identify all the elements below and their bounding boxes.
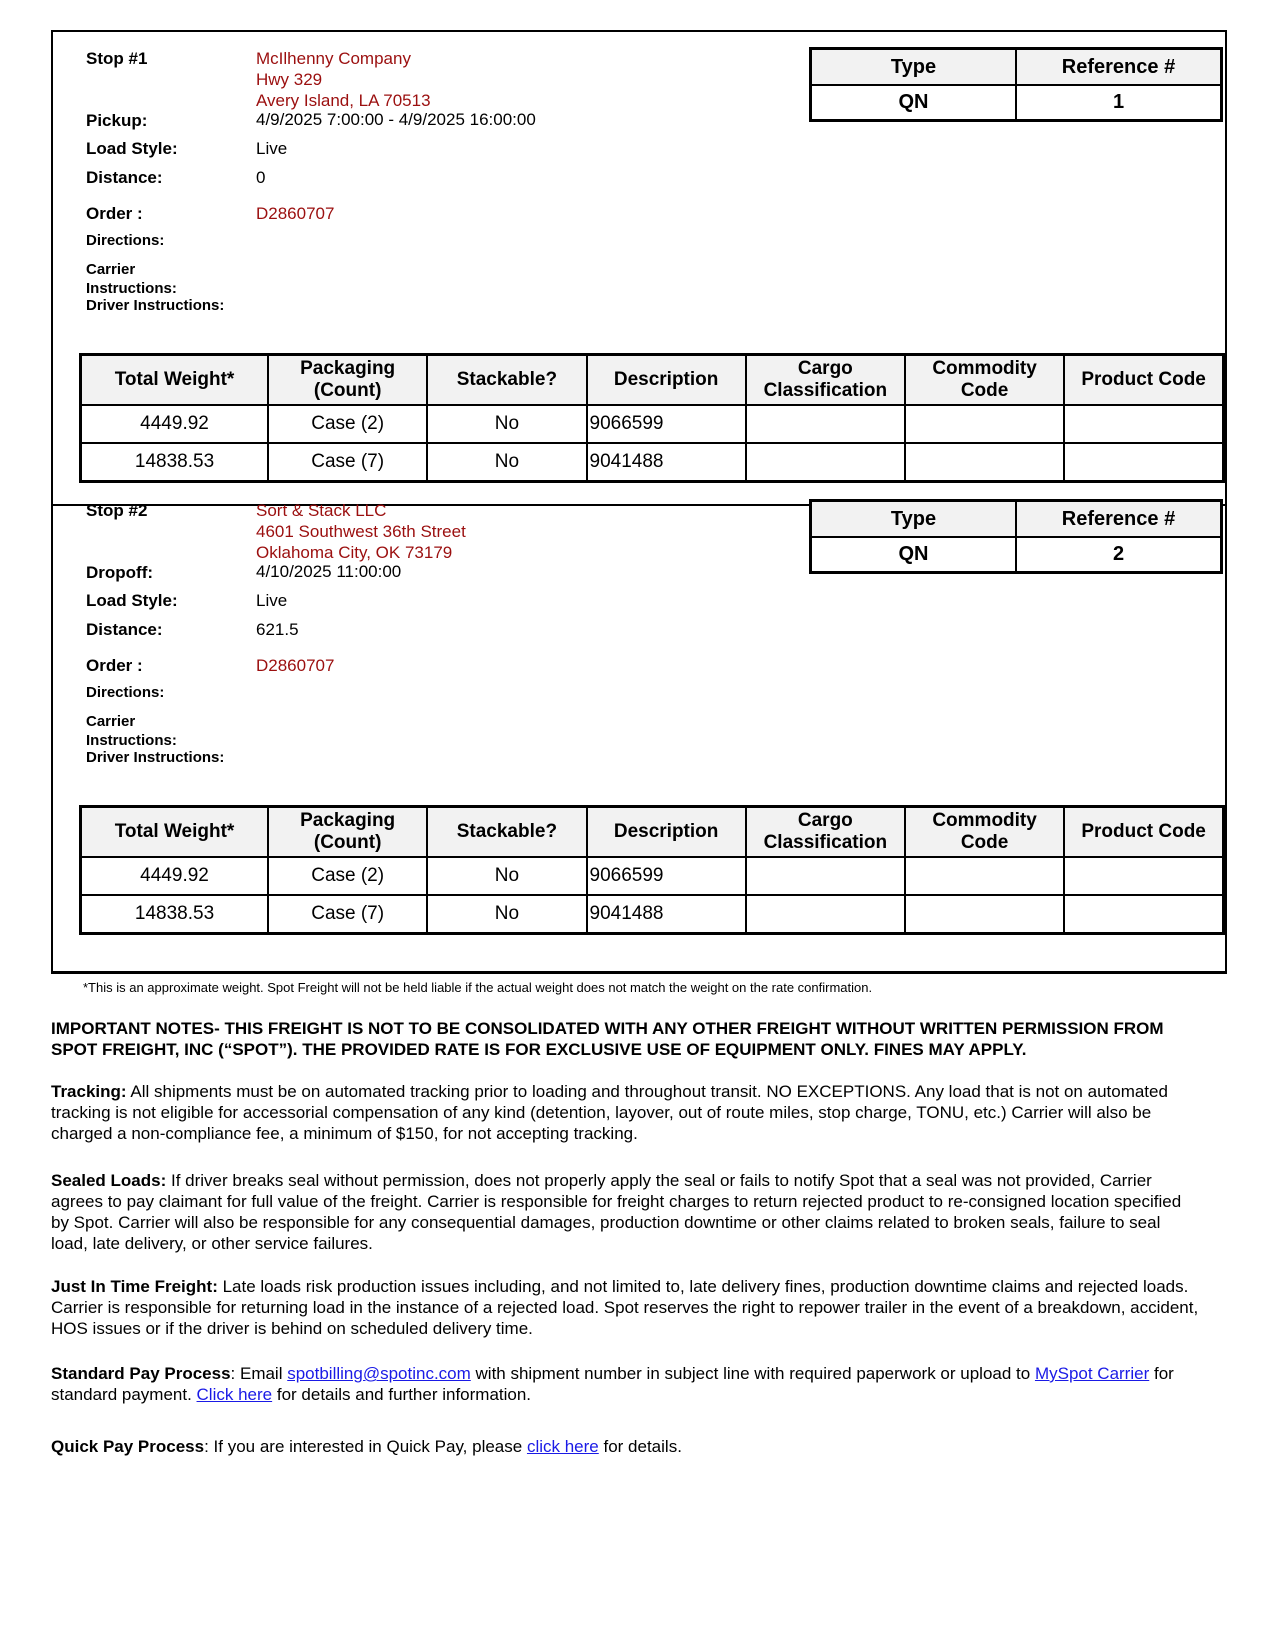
standard-pay-label: Standard Pay Process xyxy=(51,1364,231,1383)
sealed-label: Sealed Loads: xyxy=(51,1171,167,1190)
directions-label: Directions: xyxy=(86,232,165,249)
cargo-header: Product Code xyxy=(1064,807,1223,858)
jit-text: Late loads risk production issues including, and not limited to, late delivery fines, production downtime claims and rejected loads. Carrier is responsible for returning load in the instance of a rejected load. Spot reserves the right to repower trailer in the event of a breakdown, accident, HOS issues or if the driver is behind on scheduled delivery time. xyxy=(51,1277,1199,1338)
packaging-cell: Case (7) xyxy=(268,895,427,934)
standard-pay-text: for standard payment. xyxy=(51,1364,1174,1404)
type-value: QN xyxy=(811,537,1017,573)
stop-number: Stop #1 xyxy=(86,49,148,68)
address-line-2: Avery Island, LA 70513 xyxy=(256,91,431,110)
standard-pay-text: : Email xyxy=(230,1364,288,1383)
table-row xyxy=(81,405,1224,443)
weight-cell: 4449.92 xyxy=(81,405,269,443)
address-line-1: Hwy 329 xyxy=(256,70,323,89)
tracking-text: All shipments must be on automated tracking prior to loading and throughout transit. NO EXCEPTIONS. Any load that is not on automated tracking is not eligible for accessorial compensation of any kind (detention, layover, out of route miles, stop charge, TONU, etc.) Carrier will also be charged a non-compliance fee, a minimum of $150, for not accepting tracking. xyxy=(51,1082,1168,1143)
carrier-label-line-2: Instructions: xyxy=(86,280,177,297)
cargo-header: Total Weight* xyxy=(81,807,269,858)
reference-table xyxy=(809,47,1223,122)
standard-pay-text: with shipment number in subject line with required paperwork or upload to xyxy=(470,1364,1035,1383)
order-label: Order : xyxy=(86,204,143,223)
cargo-header: Stackable? xyxy=(427,355,586,406)
reference-table xyxy=(809,499,1223,574)
myspot-carrier-link[interactable]: MySpot Carrier xyxy=(1034,1364,1150,1383)
load-style-value: Live xyxy=(256,139,288,158)
cargo-header: Product Code xyxy=(1064,355,1223,406)
cargo-header-row xyxy=(81,807,1224,858)
standard-pay-paragraph xyxy=(51,1363,1201,1405)
weight-footnote: *This is an approximate weight. Spot Freight will not be held liable if the actual weight does not match the weight on the rate confirmation. xyxy=(83,980,873,995)
standard-pay-text: for details and further information. xyxy=(272,1385,532,1404)
jit-label: Just In Time Freight: xyxy=(51,1277,218,1296)
classification-cell xyxy=(746,405,905,443)
driver-instructions-label: Driver Instructions: xyxy=(86,297,225,314)
load-style-label: Load Style: xyxy=(86,139,178,158)
cargo-header: Description xyxy=(587,807,746,858)
packaging-cell: Case (2) xyxy=(268,857,427,895)
type-value: QN xyxy=(811,85,1017,121)
stop-address xyxy=(256,500,466,563)
commodity-cell xyxy=(905,405,1064,443)
weight-cell: 14838.53 xyxy=(81,895,269,934)
packaging-cell: Case (2) xyxy=(268,405,427,443)
distance-label: Distance: xyxy=(86,168,163,187)
jit-freight-paragraph xyxy=(51,1276,1201,1339)
commodity-cell xyxy=(905,857,1064,895)
distance-value: 621.5 xyxy=(256,620,299,639)
stackable-cell: No xyxy=(427,405,586,443)
quick-pay-paragraph xyxy=(51,1436,1201,1457)
quick-pay-text: for details. xyxy=(598,1437,682,1456)
company-name: Sort & Stack LLC xyxy=(256,501,387,520)
reference-header: Reference # xyxy=(1016,501,1222,538)
commodity-cell xyxy=(905,895,1064,934)
time-label: Pickup: xyxy=(86,111,148,130)
load-style-value: Live xyxy=(256,591,288,610)
product-code-cell xyxy=(1064,443,1223,482)
sealed-loads-paragraph xyxy=(51,1170,1201,1254)
description-cell: 9066599 xyxy=(587,405,746,443)
stackable-cell: No xyxy=(427,443,586,482)
billing-email-link[interactable]: spotbilling@spotinc.com xyxy=(287,1364,471,1383)
cargo-header-row xyxy=(81,355,1224,406)
standard-pay-click-here-link[interactable]: Click here xyxy=(196,1385,273,1404)
cargo-header: Packaging (Count) xyxy=(268,355,427,406)
table-row xyxy=(81,895,1224,934)
time-value: 4/10/2025 11:00:00 xyxy=(256,562,402,581)
type-header: Type xyxy=(811,501,1017,538)
cargo-header: Commodity Code xyxy=(905,355,1064,406)
time-label: Dropoff: xyxy=(86,563,154,582)
product-code-cell xyxy=(1064,405,1223,443)
product-code-cell xyxy=(1064,895,1223,934)
load-style-label: Load Style: xyxy=(86,591,178,610)
cargo-header: Stackable? xyxy=(427,807,586,858)
packaging-cell: Case (7) xyxy=(268,443,427,482)
table-row xyxy=(81,443,1224,482)
cargo-header: Cargo Classification xyxy=(746,355,905,406)
quick-pay-label: Quick Pay Process xyxy=(51,1437,205,1456)
description-cell: 9066599 xyxy=(587,857,746,895)
type-header: Type xyxy=(811,49,1017,86)
carrier-label-line-2: Instructions: xyxy=(86,732,177,749)
driver-instructions-label: Driver Instructions: xyxy=(86,749,225,766)
order-value: D2860707 xyxy=(256,656,335,675)
reference-header: Reference # xyxy=(1016,49,1222,86)
order-value: D2860707 xyxy=(256,204,335,223)
weight-cell: 14838.53 xyxy=(81,443,269,482)
classification-cell xyxy=(746,895,905,934)
address-line-1: 4601 Southwest 36th Street xyxy=(256,522,466,541)
directions-label: Directions: xyxy=(86,684,165,701)
carrier-label-line-1: Carrier xyxy=(86,261,136,278)
time-value: 4/9/2025 7:00:00 - 4/9/2025 16:00:00 xyxy=(256,110,536,129)
cargo-header: Commodity Code xyxy=(905,807,1064,858)
distance-value: 0 xyxy=(256,168,266,187)
cargo-table xyxy=(79,353,1225,483)
description-cell: 9041488 xyxy=(587,895,746,934)
cargo-header: Total Weight* xyxy=(81,355,269,406)
stackable-cell: No xyxy=(427,895,586,934)
weight-cell: 4449.92 xyxy=(81,857,269,895)
carrier-label-line-1: Carrier xyxy=(86,713,136,730)
cargo-header: Cargo Classification xyxy=(746,807,905,858)
description-cell: 9041488 xyxy=(587,443,746,482)
tracking-label: Tracking: xyxy=(51,1082,127,1101)
carrier-instructions-label xyxy=(86,712,177,750)
cargo-header: Packaging (Count) xyxy=(268,807,427,858)
stop-number: Stop #2 xyxy=(86,501,148,520)
quick-pay-click-here-link[interactable]: click here xyxy=(526,1437,599,1456)
classification-cell xyxy=(746,857,905,895)
table-row xyxy=(81,857,1224,895)
address-line-2: Oklahoma City, OK 73179 xyxy=(256,543,453,562)
stackable-cell: No xyxy=(427,857,586,895)
cargo-header: Description xyxy=(587,355,746,406)
classification-cell xyxy=(746,443,905,482)
cargo-table xyxy=(79,805,1225,935)
order-label: Order : xyxy=(86,656,143,675)
company-name: McIlhenny Company xyxy=(256,49,411,68)
stop-address xyxy=(256,48,431,111)
commodity-cell xyxy=(905,443,1064,482)
reference-value: 1 xyxy=(1016,85,1222,121)
important-notes: IMPORTANT NOTES- THIS FREIGHT IS NOT TO BE CONSOLIDATED WITH ANY OTHER FREIGHT WITHOUT WRITTEN PERMISSION FROM SPOT FREIGHT, INC (“SPOT”). THE PROVIDED RATE IS FOR EXCLUSIVE USE OF EQUIPMENT ONLY. FINES MAY APPLY. xyxy=(51,1019,1164,1059)
quick-pay-text: : If you are interested in Quick Pay, please xyxy=(204,1437,527,1456)
sealed-text: If driver breaks seal without permission, does not properly apply the seal or fails to notify Spot that a seal was not provided, Carrier agrees to pay claimant for full value of the freight. Carrier is responsible for freight charges to return rejected product to re-consigned location specified by Spot. Carrier will also be responsible for any consequential damages, production downtime or other claims related to broken seals, failure to seal load, late delivery, or other service failures. xyxy=(51,1171,1182,1253)
product-code-cell xyxy=(1064,857,1223,895)
distance-label: Distance: xyxy=(86,620,163,639)
carrier-instructions-label xyxy=(86,260,177,298)
reference-value: 2 xyxy=(1016,537,1222,573)
tracking-paragraph xyxy=(51,1081,1201,1144)
